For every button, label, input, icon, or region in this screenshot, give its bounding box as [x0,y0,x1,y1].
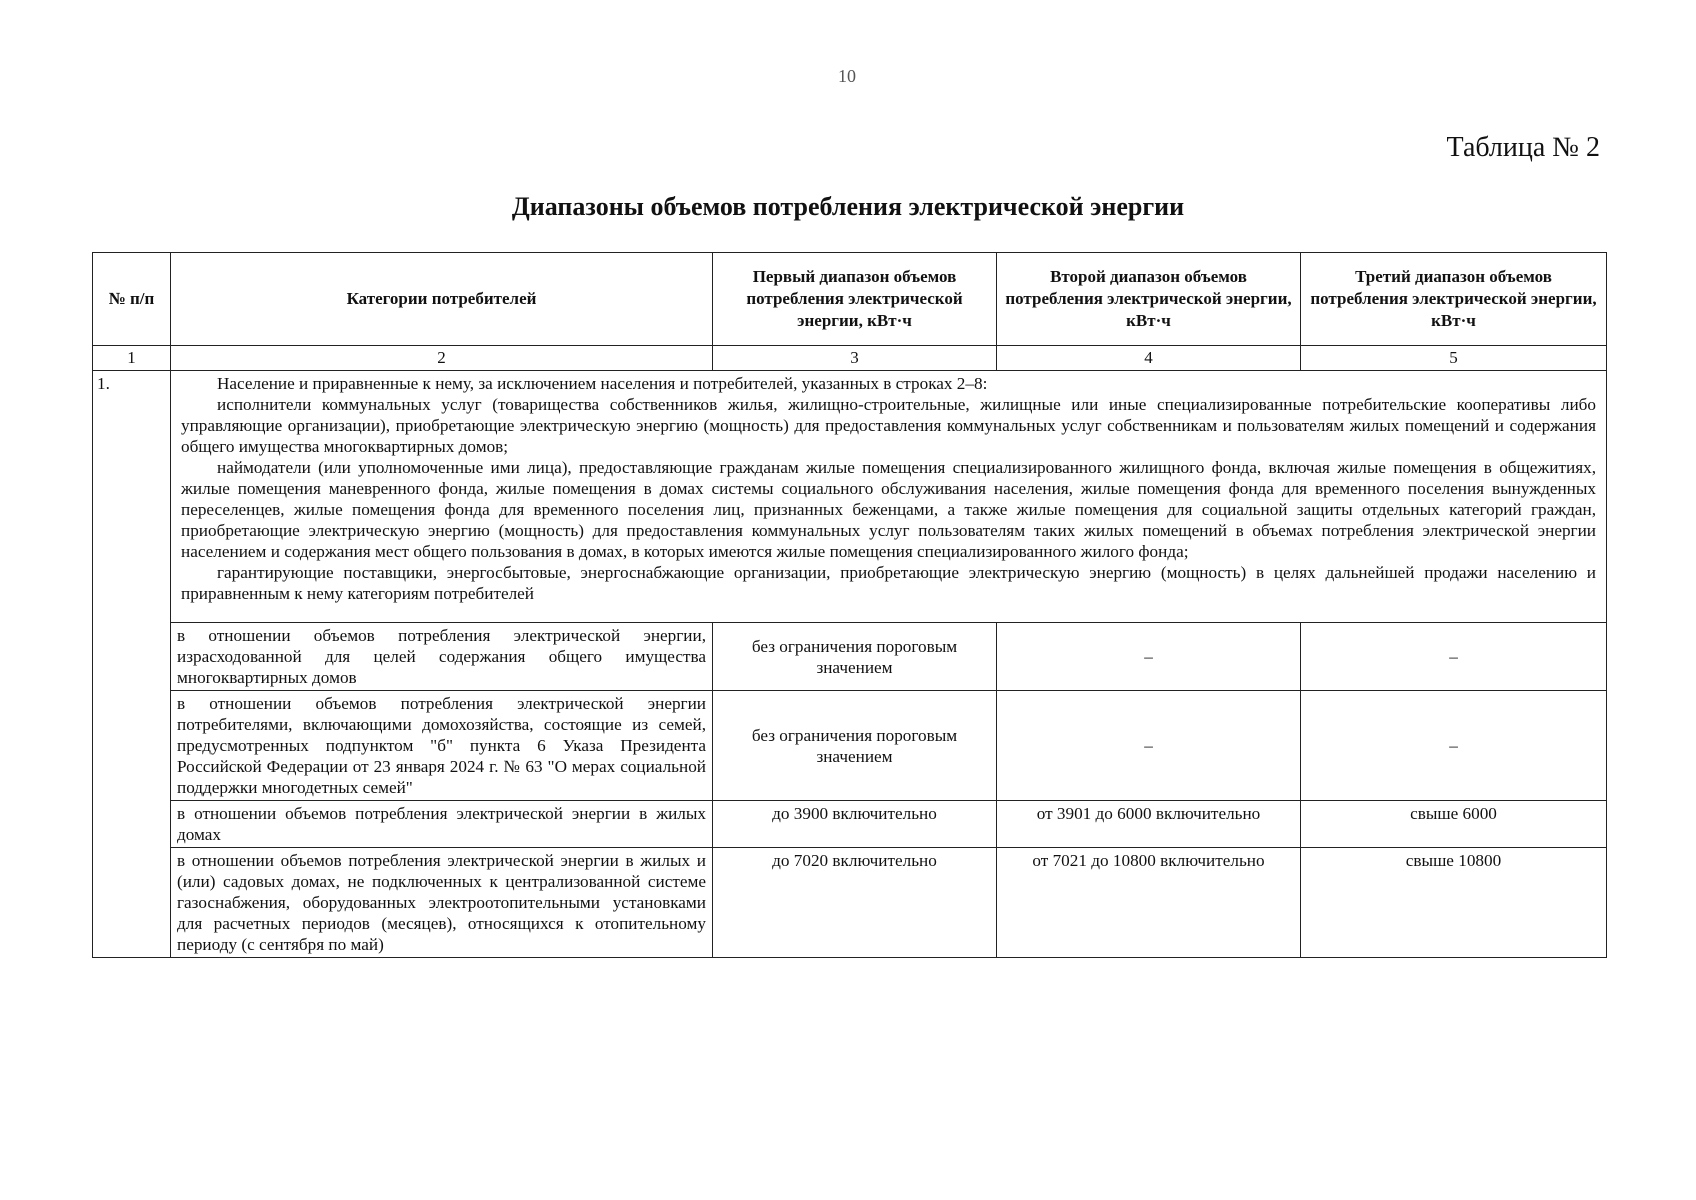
column-number: 5 [1301,346,1607,371]
page-number: 10 [838,66,856,86]
third-range-cell: – [1301,691,1607,801]
first-range-cell: без ограничения пороговым значением [713,623,997,691]
category-cell: в отношении объемов потребления электрической энергии в жилых домах [171,801,713,848]
first-range-cell: до 3900 включительно [713,801,997,848]
consumption-ranges-table [92,252,1607,958]
column-number: 1 [93,346,171,371]
first-range-cell: до 7020 включительно [713,848,997,958]
third-range-cell: свыше 10800 [1301,848,1607,958]
column-number: 4 [997,346,1301,371]
category-cell: в отношении объемов потребления электрической энергии, израсходованной для целей содержания общего имущества многоквартирных домов [171,623,713,691]
table-row [93,801,1607,848]
header-third-range: Третий диапазон объемов потребления электрической энергии, кВт·ч [1301,253,1607,346]
intro-paragraph: гарантирующие поставщики, энергосбытовые, энергоснабжающие организации, приобретающие электрическую энергию (мощность) в целях дальнейшей продажи населению и приравненным к нему категориям потребителей [181,563,1596,603]
row-number: 1. [93,371,171,958]
header-first-range: Первый диапазон объемов потребления электрической энергии, кВт·ч [713,253,997,346]
category-cell: в отношении объемов потребления электрической энергии потребителями, включающими домохозяйства, состоящие из семей, предусмотренных подпунктом "б" пункта 6 Указа Президента Российской Федерации от 23 января 2024 г. № 63 "О мерах социальной поддержки многодетных семей" [171,691,713,801]
column-number-row [93,346,1607,371]
table-row [93,623,1607,691]
row-intro [171,371,1607,623]
header-second-range: Второй диапазон объемов потребления электрической энергии, кВт·ч [997,253,1301,346]
table-row [93,691,1607,801]
second-range-cell: – [997,691,1301,801]
table-caption: Таблица № 2 [1446,132,1600,163]
table-row [93,371,1607,623]
column-number: 3 [713,346,997,371]
column-number: 2 [171,346,713,371]
second-range-cell: – [997,623,1301,691]
page-title: Диапазоны объемов потребления электрической энергии [511,192,1185,221]
intro-paragraph: наймодатели (или уполномоченные ими лица), предоставляющие гражданам жилые помещения специализированного жилищного фонда, включая жилые помещения в общежитиях, жилые помещения маневренного фонда, жилые помещения в домах системы социального обслуживания населения, жилые помещения фонда для временного поселения вынужденных переселенцев, жилые помещения фонда для временного поселения лиц, признанных беженцами, а также жилые помещения для социальной защиты отдельных категорий граждан, приобретающие электрическую энергию (мощность) для предоставления коммунальных услуг пользователям таких жилых помещений в объемах потребления электрической энергии населением и содержания мест общего пользования в домах, в которых имеются жилые помещения специализированного жилого фонда; [181,458,1596,561]
intro-paragraph: Население и приравненные к нему, за исключением населения и потребителей, указанных в строках 2–8: [217,374,988,393]
category-cell: в отношении объемов потребления электрической энергии в жилых и (или) садовых домах, не подключенных к централизованной системе газоснабжения, оборудованных электроотопительными установками для расчетных периодов (месяцев), относящихся к отопительному периоду (с сентября по май) [171,848,713,958]
second-range-cell: от 7021 до 10800 включительно [997,848,1301,958]
first-range-cell: без ограничения пороговым значением [713,691,997,801]
table-header-row [93,253,1607,346]
third-range-cell: – [1301,623,1607,691]
intro-paragraph: исполнители коммунальных услуг (товарищества собственников жилья, жилищно-строительные, жилищные или иные специализированные потребительские кооперативы либо управляющие организации), приобретающие электрическую энергию (мощность) для предоставления коммунальных услуг собственникам и пользователям жилых помещений и содержания общего имущества многоквартирных домов; [181,395,1596,456]
third-range-cell: свыше 6000 [1301,801,1607,848]
table-row [93,848,1607,958]
header-category: Категории потребителей [171,253,713,346]
header-number: № п/п [93,253,171,346]
second-range-cell: от 3901 до 6000 включительно [997,801,1301,848]
